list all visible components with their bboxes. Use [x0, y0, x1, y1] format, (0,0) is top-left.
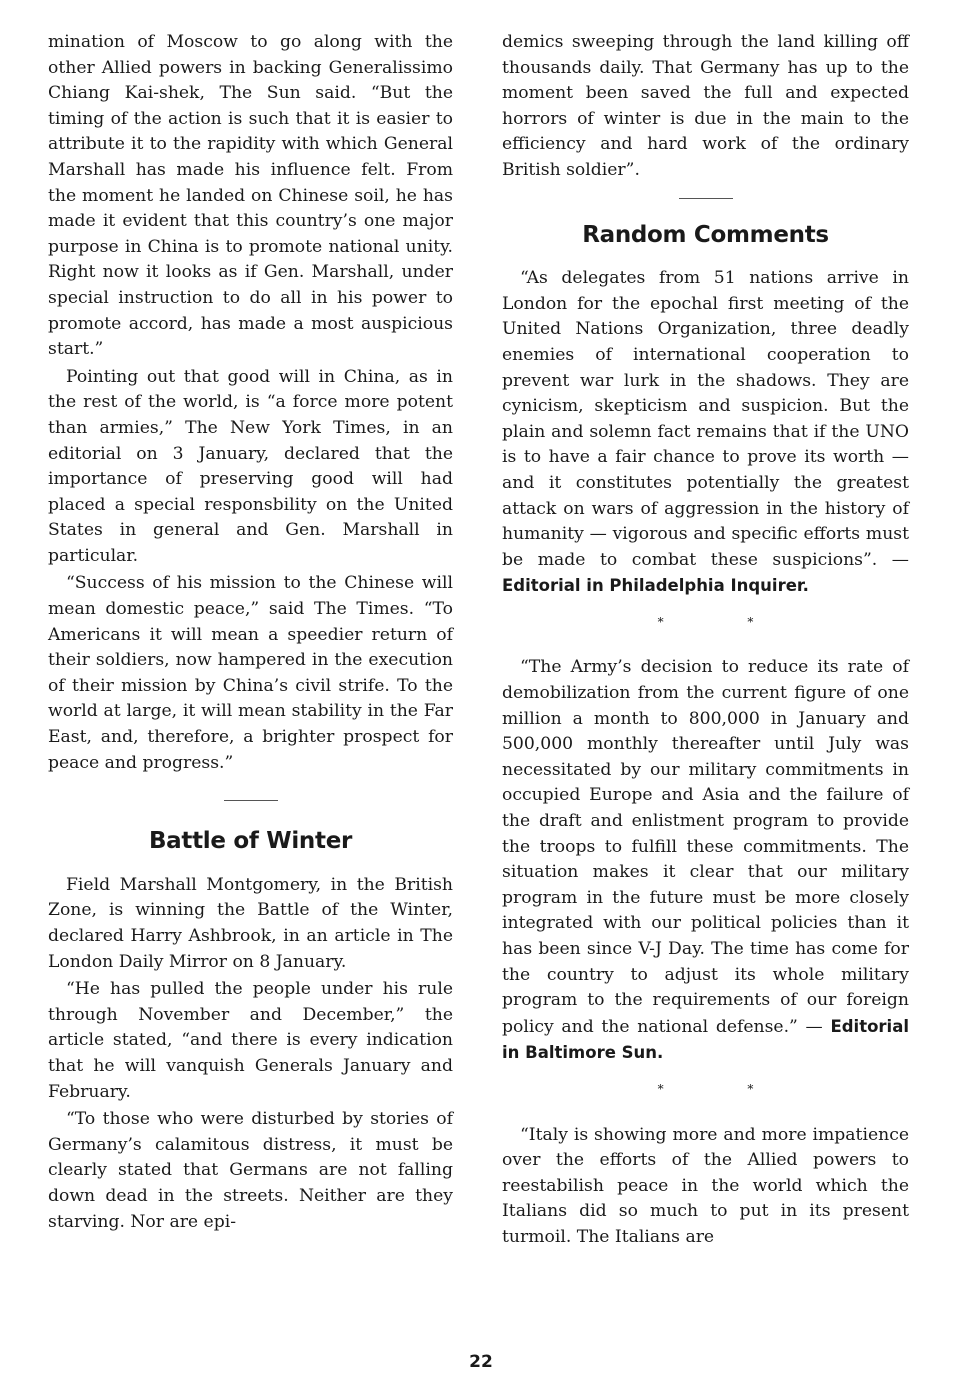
paragraph: “He has pulled the people under his rule through November and December,” the article stated, “and there is every indication that he will vanquish Generals January and February. [48, 979, 453, 1102]
paragraph: Field Marshall Montgomery, in the British Zone, is winning the Battle of the Winter, declared Harry Ashbrook, in an article in The London Daily Mirror on 8 January. [48, 874, 453, 972]
quote-source: Editorial in Philadelphia Inquirer. [502, 576, 809, 596]
page-number: 22 [469, 1352, 493, 1372]
section-divider [679, 198, 733, 199]
paragraph [502, 266, 909, 600]
section-heading-random-comments: Random Comments [582, 221, 829, 248]
paragraph: mination of Moscow to go along with the other Allied powers in backing Generalissimo Chiang Kai-shek, The Sun said. “But the timing of the action is such that it is easier to attribute it to the rapidity with which General Marshall has made his influence felt. From the moment he landed on Chinese soil, he has made it evident that this country’s one major purpose in China is to promote national unity. Right now it looks as if Gen. Marshall, under special instruction to do all in his power to promote accord, has made a most auspicious start.” [48, 32, 453, 360]
section-heading-battle-of-winter: Battle of Winter [148, 828, 353, 855]
section-divider [224, 800, 278, 801]
paragraph: “Italy is showing more and more impatience over the efforts of the Allied powers to reestabilish peace in the world which the Italians did so much to put in its present turmoil. The Italians are [502, 1124, 909, 1247]
separator-stars: * * [657, 614, 794, 629]
paragraph [502, 655, 909, 1067]
quote-source: Editorial in Baltimore Sun. [502, 1016, 909, 1063]
quote-text: “As delegates from 51 nations arrive in London for the epochal first meeting of the United Nations Organization, three deadly enemies of international cooperation to prevent war lurk in the shadows. They are cynicism, skepticism and suspicion. But the plain and solemn fact remains that if the UNO is to have a fair chance to prove its worth — and it constitutes potentially the greatest attack on wars of aggression in the history of humanity — vigorous and specific efforts must be made to combat these suspicions”. — [502, 268, 909, 570]
separator-stars: * * [657, 1081, 794, 1096]
paragraph: “Success of his mission to the Chinese will mean domestic peace,” said The Times. “To Americans it will mean a speedier return of their soldiers, now hampered in the execution of their mission by China’s civil strife. To the world at large, it will mean stability in the Far East, and, therefore, a brighter prospect for peace and progress.” [48, 573, 453, 773]
right-column [502, 30, 909, 1251]
quote-text: “The Army’s decision to reduce its rate of demobilization from the current figure of one million a month to 800,000 in January and 500,000 monthly thereafter until July was necessitated by our military commitments in occupied Europe and Asia and the failure of the draft and enlistment program to provide the troops to fulfill these commitments. The situation makes it clear that our military program in the future must be more closely integrated with our political policies than it has been since V-J Day. The time has come for the country to adjust its whole military program to the requirements of our foreign policy and the national defense.” — [502, 657, 909, 1037]
paragraph: “To those who were disturbed by stories of Germany’s calamitous distress, it must be clearly stated that Germans are not falling down dead in the streets. Neither are they starving. Nor are epi- [48, 1109, 453, 1232]
paragraph: Pointing out that good will in China, as in the rest of the world, is “a force more potent than armies,” The New York Times, in an editorial on 3 January, declared that the importance of preserving good will had placed a special responsbility on the United States in general and Gen. Marshall in particular. [48, 366, 453, 566]
left-column [48, 30, 453, 1235]
paragraph: demics sweeping through the land killing off thousands daily. That Germany has up to the moment been saved the full and expected horrors of winter is due in the main to the efficiency and hard work of the ordinary British soldier”. [502, 32, 909, 180]
